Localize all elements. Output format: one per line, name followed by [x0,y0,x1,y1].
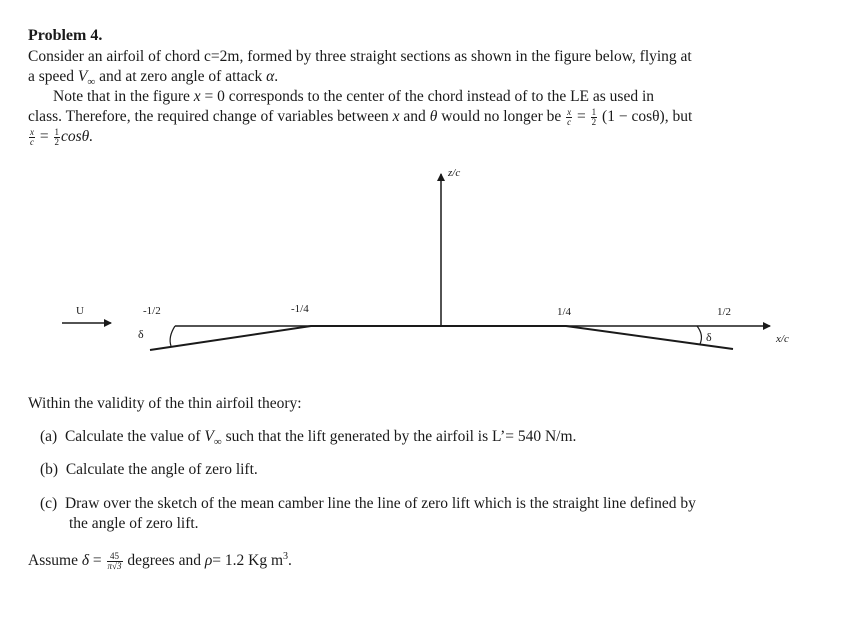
v-symbol: V [204,428,214,445]
assume-text: = 1.2 Kg m [212,552,284,570]
intro-text: and at zero angle of attack [95,68,267,85]
question-a-label: (a) [40,428,58,445]
fraction-one-half: $\frac{1}{2}$ [591,106,597,127]
question-a [40,427,576,452]
tick-plus-quarter: 1/4 [557,306,572,318]
cos-theta-text: cosθ. [61,128,94,145]
delta-arc-left [170,326,175,346]
assume-text: degrees and [123,552,205,570]
fraction-x-over-c: $\frac{x}{c}$ [30,126,34,147]
note-line-2: class. Therefore, the required change of variables between x and θ would no longer be $\frac{x}{c}$ = $\frac{1}{2}$ (1 − cosθ), but [28,106,693,127]
note-text: Note that in the figure [53,88,194,105]
question-c [40,494,696,513]
intro-line-2: a speed $V_\infty$ and at zero angle of attack α. [28,68,279,89]
question-b-text: Calculate the angle of zero lift. [65,461,258,478]
note-text: = 0 corresponds to the center of the chord instead of to the LE as used in [200,88,655,105]
question-b [40,460,258,479]
note-text: would no longer be [437,108,566,125]
z-axis-label: z/c [448,167,461,179]
infinity-symbol: ∞ [213,436,222,449]
x-symbol: x [392,108,400,125]
note-line-1 [53,87,654,106]
freestream-label: U [76,305,84,317]
question-c-text: Draw over the sketch of the mean camber line the line of zero lift which is the straight line defined by [64,495,696,512]
x-axis-label: x/c [776,333,789,345]
note-text: class. Therefore, the required change of variables between [28,108,393,125]
intro-line-1: Consider an airfoil of chord c=2m, formed by three straight sections as shown in the figure below, flying at [28,48,692,65]
delta-label-right: δ [706,330,712,344]
delta-label-left: δ [138,327,144,341]
question-a-text: Calculate the value of [64,428,205,445]
assumption-line: Assume δ = $\frac{45}{\pi√3}$ degrees and ρ= 1.2 Kg $m^3$. [28,551,292,572]
intro-text: a speed [28,68,78,85]
question-b-label: (b) [40,461,59,478]
question-c-continued: the angle of zero lift. [69,515,199,532]
mean-camber-line [150,326,733,350]
airfoil-figure [0,160,863,360]
fraction-x-over-c: $\frac{x}{c}$ [567,106,572,127]
x-symbol: x [193,88,201,105]
theta-symbol: θ [429,108,438,125]
question-c-label: (c) [40,495,58,512]
tick-minus-quarter: -1/4 [291,303,309,315]
fraction-one-half: $\frac{1}{2}$ [54,126,59,147]
infinity-symbol: ∞ [87,76,96,89]
note-text: (1 − cosθ), but [598,108,693,125]
tick-minus-half: -1/2 [143,305,161,317]
v-symbol: V [77,68,88,85]
questions-lead: Within the validity of the thin airfoil theory: [28,395,302,412]
delta-symbol: δ [81,552,90,570]
note-text: and [399,108,430,125]
note-line-3: $\frac{x}{c}$ = $\frac{1}{2}$ cosθ. [30,126,94,147]
assume-text: Assume [28,552,82,570]
delta-arc-right [697,326,701,344]
rho-symbol: ρ [204,552,213,570]
question-a-text: such that the lift generated by the airfoil is L’= 540 N/m. [221,428,577,445]
tick-plus-half: 1/2 [717,306,732,318]
alpha-symbol: α [266,68,275,85]
exponent: 3 [283,551,289,562]
fraction-45-over-pi-sqrt3: $\frac{45}{\pi√3}$ [107,551,122,572]
problem-title: Problem 4. [28,27,103,44]
